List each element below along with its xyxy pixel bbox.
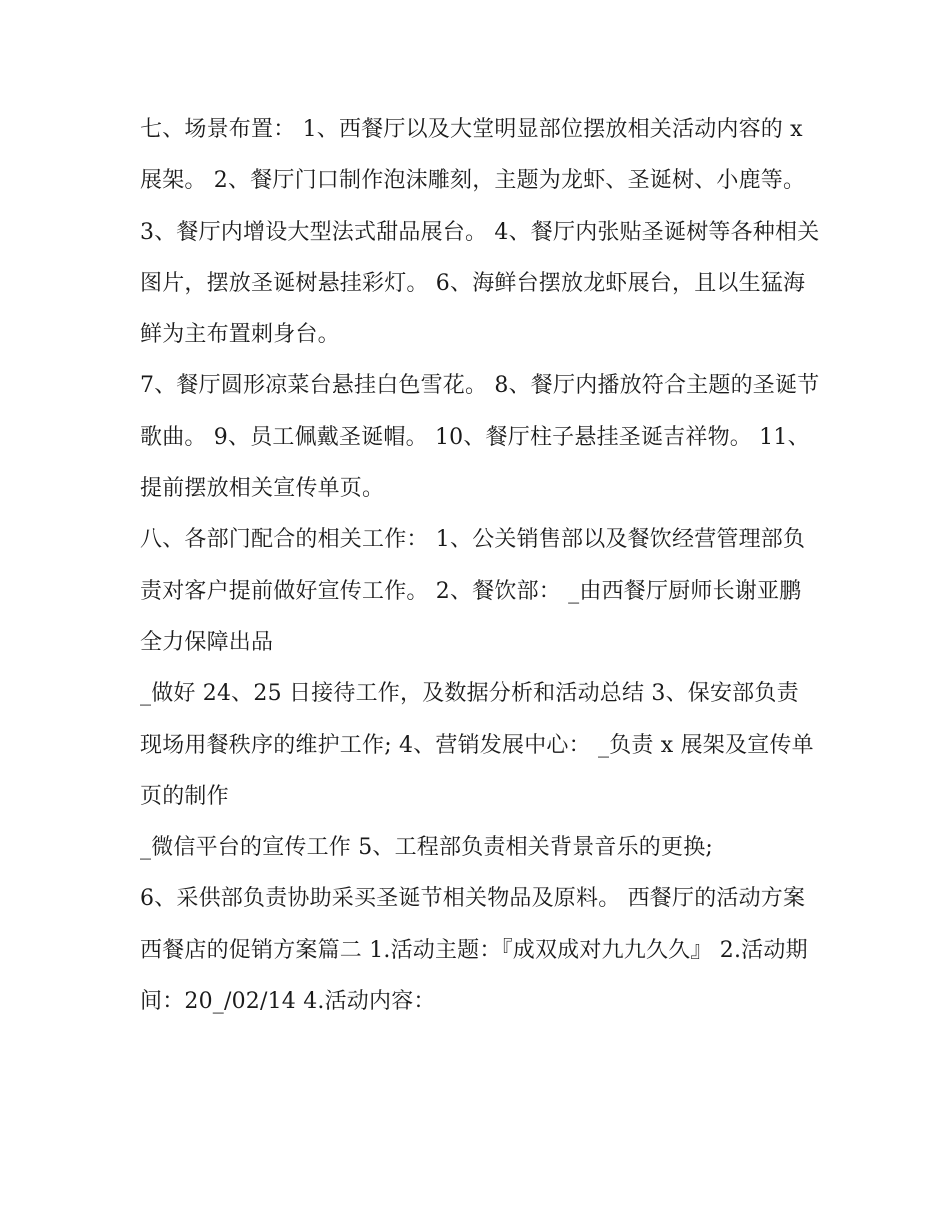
paragraph-reception-security: _做好 24、25 日接待工作，及数据分析和活动总结 3、保安部负责现场用餐秩序的维护工作; 4、营销发展中心： _负责 x 展架及宣传单页的制作 bbox=[140, 681, 814, 809]
paragraph-decorations: 7、餐厅圆形凉菜台悬挂白色雪花。 8、餐厅内播放符合主题的圣诞节歌曲。 9、员工佩戴圣诞帽。 10、餐厅柱子悬挂圣诞吉祥物。 11、提前摆放相关宣传单页。 bbox=[140, 373, 820, 502]
paragraph-scene-layout: 七、场景布置： 1、西餐厅以及大堂明显部位摆放相关活动内容的 x 展架。 2、餐厅门口制作泡沫雕刻，主题为龙虾、圣诞树、小鹿等。 bbox=[140, 117, 810, 194]
paragraph-promotion-plan: 西餐店的促销方案篇二 1.活动主题：『成双成对九九久久』 2.活动期间：20_/02/14 4.活动内容： bbox=[140, 937, 808, 1015]
paragraph-procurement: 6、采供部负责协助采买圣诞节相关物品及原料。 西餐厅的活动方案 bbox=[140, 886, 806, 912]
paragraph-department-cooperation: 八、各部门配合的相关工作： 1、公关销售部以及餐饮经营管理部负责对客户提前做好宣传工作。 2、餐饮部： _由西餐厅厨师长谢亚鹏全力保障出品 bbox=[140, 527, 806, 655]
paragraph-wechat-engineering: _微信平台的宣传工作 5、工程部负责相关背景音乐的更换; bbox=[140, 835, 714, 861]
document-body bbox=[140, 104, 820, 1027]
paragraph-dessert-display: 3、餐厅内增设大型法式甜品展台。 4、餐厅内张贴圣诞树等各种相关图片，摆放圣诞树悬挂彩灯。 6、海鲜台摆放龙虾展台，且以生猛海鲜为主布置刺身台。 bbox=[140, 219, 820, 348]
